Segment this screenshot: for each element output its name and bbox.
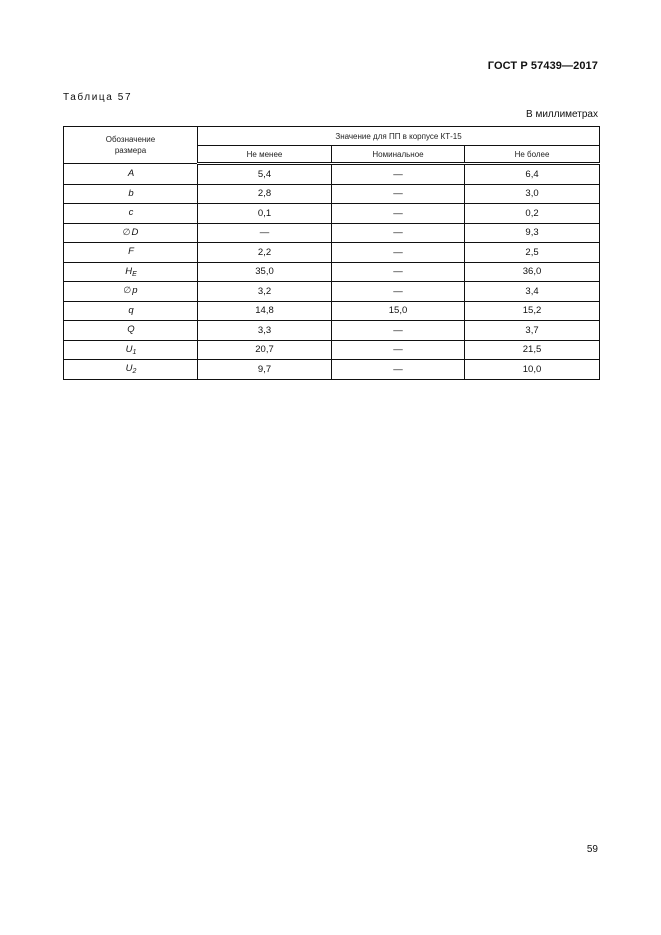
cell-nominal: — — [332, 243, 465, 263]
symbol-text: U — [125, 343, 133, 355]
cell-designation — [64, 321, 198, 341]
symbol-text: A — [127, 167, 135, 179]
header-group: Значение для ПП в корпусе КТ-15 — [198, 127, 600, 146]
symbol-text: c — [128, 207, 134, 219]
cell-nominal: — — [332, 184, 465, 204]
cell-max: 36,0 — [465, 262, 600, 282]
cell-nominal: — — [332, 321, 465, 341]
cell-nominal: — — [332, 223, 465, 243]
table-row — [64, 360, 600, 380]
diameter-symbol: ∅ — [123, 285, 132, 296]
symbol-text: q — [128, 304, 134, 316]
header-nominal: Номинальное — [332, 146, 465, 164]
table-row — [64, 164, 600, 185]
dimensions-table — [63, 126, 600, 380]
cell-nominal: — — [332, 164, 465, 185]
cell-designation — [64, 223, 198, 243]
table-row — [64, 340, 600, 360]
table-row — [64, 262, 600, 282]
cell-min: 35,0 — [198, 262, 332, 282]
cell-designation — [64, 204, 198, 224]
cell-max: 21,5 — [465, 340, 600, 360]
symbol-text: Q — [127, 324, 135, 336]
header-designation — [64, 127, 198, 164]
cell-nominal: — — [332, 360, 465, 380]
cell-designation — [64, 243, 198, 263]
table-row — [64, 204, 600, 224]
cell-min: 2,8 — [198, 184, 332, 204]
cell-designation — [64, 301, 198, 321]
symbol-subscript: 2 — [132, 368, 137, 376]
cell-min: — — [198, 223, 332, 243]
symbol-subscript: 1 — [132, 348, 137, 356]
table-row — [64, 282, 600, 302]
symbol-text: p — [132, 285, 138, 297]
cell-nominal: — — [332, 204, 465, 224]
header-designation-line2: размера — [114, 146, 147, 155]
cell-designation — [64, 262, 198, 282]
table-row — [64, 321, 600, 341]
symbol-text: D — [131, 226, 139, 238]
cell-max: 9,3 — [465, 223, 600, 243]
cell-min: 2,2 — [198, 243, 332, 263]
cell-min: 0,1 — [198, 204, 332, 224]
cell-max: 3,0 — [465, 184, 600, 204]
cell-nominal: 15,0 — [332, 301, 465, 321]
cell-nominal: — — [332, 340, 465, 360]
symbol-text: U — [125, 363, 133, 375]
cell-max: 3,4 — [465, 282, 600, 302]
cell-min: 3,3 — [198, 321, 332, 341]
cell-min: 20,7 — [198, 340, 332, 360]
cell-max: 0,2 — [465, 204, 600, 224]
symbol-text: b — [128, 187, 134, 199]
cell-nominal: — — [332, 262, 465, 282]
cell-designation — [64, 282, 198, 302]
diameter-symbol: ∅ — [122, 226, 131, 237]
cell-max: 10,0 — [465, 360, 600, 380]
table-row — [64, 243, 600, 263]
cell-min: 9,7 — [198, 360, 332, 380]
table-row — [64, 184, 600, 204]
cell-min: 5,4 — [198, 164, 332, 185]
cell-max: 2,5 — [465, 243, 600, 263]
page-number: 59 — [586, 844, 598, 855]
cell-max: 15,2 — [465, 301, 600, 321]
symbol-text: F — [128, 246, 134, 258]
table-row — [64, 301, 600, 321]
header-min: Не менее — [198, 146, 332, 164]
units-note: В миллиметрах — [526, 109, 598, 120]
document-code: ГОСТ Р 57439—2017 — [487, 60, 598, 72]
header-max: Не более — [465, 146, 600, 164]
cell-designation — [64, 340, 198, 360]
cell-designation — [64, 184, 198, 204]
cell-nominal: — — [332, 282, 465, 302]
cell-min: 14,8 — [198, 301, 332, 321]
cell-max: 3,7 — [465, 321, 600, 341]
cell-designation — [64, 360, 198, 380]
header-designation-line1: Обозначение — [105, 135, 156, 144]
table-title: Таблица 57 — [63, 92, 133, 103]
symbol-text: H — [125, 265, 133, 277]
cell-designation — [64, 164, 198, 185]
symbol-subscript: E — [132, 270, 137, 278]
cell-max: 6,4 — [465, 164, 600, 185]
table-row — [64, 223, 600, 243]
cell-min: 3,2 — [198, 282, 332, 302]
